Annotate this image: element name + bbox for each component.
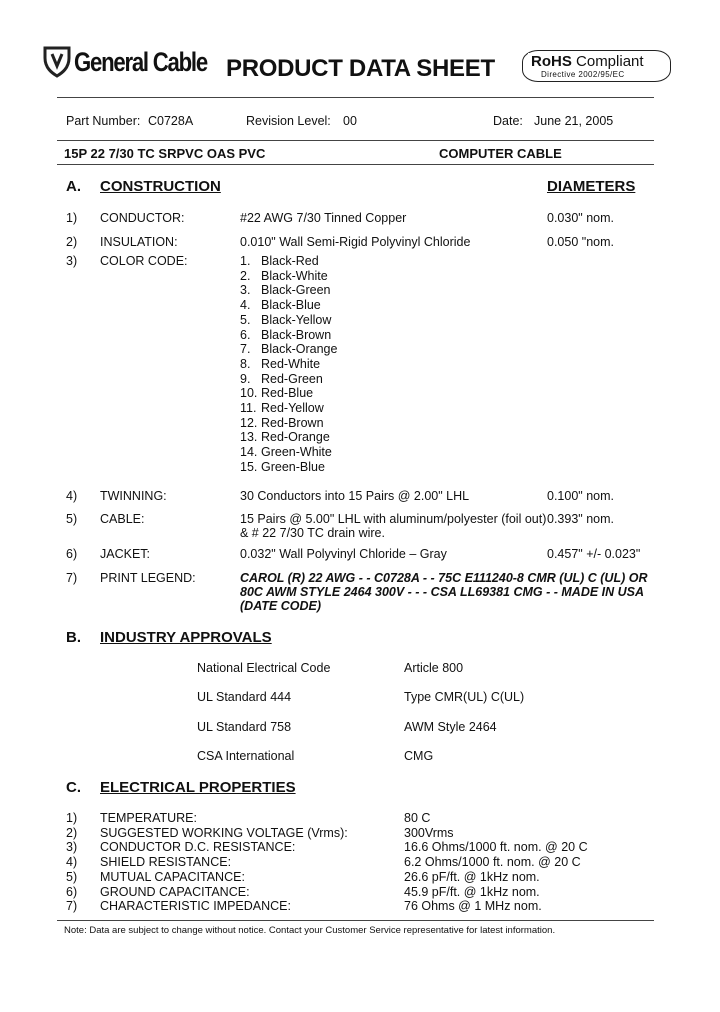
item-value: 0.010" Wall Semi-Rigid Polyvinyl Chloride (240, 235, 471, 249)
color-item: 10. Red-Blue (240, 386, 314, 401)
color-item: 7. Black-Orange (240, 342, 338, 357)
property-number: 7) (66, 899, 78, 913)
revision-label: Revision Level: (246, 114, 331, 128)
section-a-title: CONSTRUCTION (100, 178, 221, 195)
property-label: GROUND CAPACITANCE: (100, 885, 250, 899)
property-label: MUTUAL CAPACITANCE: (100, 870, 245, 884)
property-value: 16.6 Ohms/1000 ft. nom. @ 20 C (404, 840, 588, 854)
item-number: 7) (66, 571, 78, 585)
item-number: 3) (66, 254, 78, 268)
property-value: 80 C (404, 811, 431, 825)
property-number: 1) (66, 811, 78, 825)
approval-agency: National Electrical Code (197, 661, 331, 675)
property-label: SHIELD RESISTANCE: (100, 855, 232, 869)
footer-note: Note: Data are subject to change without notice. Contact your Customer Service representative for latest information. (64, 925, 556, 936)
item-value: 0.032" Wall Polyvinyl Chloride – Gray (240, 547, 447, 561)
item-label: CONDUCTOR: (100, 211, 185, 225)
item-number: 1) (66, 211, 78, 225)
color-item: 4. Black-Blue (240, 298, 321, 313)
property-number: 2) (66, 826, 78, 840)
color-item: 15. Green-Blue (240, 459, 325, 474)
approval-rating: Article 800 (404, 661, 464, 675)
color-item: 14. Green-White (240, 445, 332, 460)
property-label: CHARACTERISTIC IMPEDANCE: (100, 899, 291, 913)
approval-rating: AWM Style 2464 (404, 720, 497, 734)
item-value: #22 AWG 7/30 Tinned Copper (240, 211, 407, 225)
part-number-value: C0728A (148, 114, 194, 128)
color-item: 8. Red-White (240, 356, 321, 371)
item-number: 6) (66, 547, 78, 561)
section-b-title: INDUSTRY APPROVALS (100, 629, 272, 646)
meta-divider (57, 140, 654, 141)
item-value-line2: & # 22 7/30 TC drain wire. (240, 526, 385, 540)
item-value: 30 Conductors into 15 Pairs @ 2.00" LHL (240, 489, 470, 503)
property-number: 6) (66, 885, 78, 899)
item-label: PRINT LEGEND: (100, 571, 196, 585)
section-c-title: ELECTRICAL PROPERTIES (100, 779, 296, 796)
rohs-word: Compliant (576, 53, 644, 70)
revision-value: 00 (343, 114, 357, 128)
property-value: 6.2 Ohms/1000 ft. nom. @ 20 C (404, 855, 581, 869)
color-item: 9. Red-Green (240, 371, 323, 386)
item-label: CABLE: (100, 512, 145, 526)
property-label: TEMPERATURE: (100, 811, 197, 825)
item-diameter: 0.100" nom. (547, 489, 614, 503)
diameters-heading: DIAMETERS (547, 178, 636, 195)
color-item: 13. Red-Orange (240, 430, 330, 445)
print-legend-text: CAROL (R) 22 AWG - - C0728A - - 75C E111240-8 CMR (UL) C (UL) OR 80C AWM STYLE 2464 300V - - - CSA LL69381 CMG - - MADE IN USA (DATE CODE) (240, 571, 648, 613)
rohs-directive: Directive 2002/95/EC (541, 70, 625, 79)
property-value: 76 Ohms @ 1 MHz nom. (404, 899, 542, 913)
section-a-letter: A. (66, 178, 81, 195)
color-item: 3. Black-Green (240, 283, 331, 298)
logo-text: General Cable (74, 47, 207, 77)
approval-agency: UL Standard 758 (197, 720, 292, 734)
color-item: 1. Black-Red (240, 254, 319, 268)
color-item: 5. Black-Yellow (240, 312, 332, 327)
approval-agency: CSA International (197, 749, 295, 763)
item-label: JACKET: (100, 547, 151, 561)
item-value-line1: 15 Pairs @ 5.00" LHL with aluminum/polyester (foil out) (240, 512, 547, 526)
property-value: 300Vrms (404, 826, 454, 840)
item-label: TWINNING: (100, 489, 167, 503)
color-item: 6. Black-Brown (240, 327, 332, 342)
item-number: 2) (66, 235, 78, 249)
item-diameter: 0.030" nom. (547, 211, 614, 225)
color-item: 2. Black-White (240, 268, 328, 283)
product-category: COMPUTER CABLE (439, 146, 562, 161)
logo-shield-icon (42, 44, 72, 78)
item-diameter: 0.050 "nom. (547, 235, 614, 249)
section-b-letter: B. (66, 629, 81, 646)
approval-agency: UL Standard 444 (197, 690, 292, 704)
color-item: 11. Red-Yellow (240, 401, 324, 415)
header-divider (57, 97, 654, 98)
footer-divider (57, 920, 654, 921)
rohs-strong: RoHS (531, 53, 572, 70)
item-number: 4) (66, 489, 78, 503)
item-diameter: 0.393" nom. (547, 512, 614, 526)
part-number-label: Part Number: (66, 114, 141, 128)
item-number: 5) (66, 512, 78, 526)
item-label: INSULATION: (100, 235, 178, 249)
property-label: CONDUCTOR D.C. RESISTANCE: (100, 840, 296, 854)
property-label: SUGGESTED WORKING VOLTAGE (Vrms): (100, 826, 348, 840)
property-number: 3) (66, 840, 78, 854)
approval-rating: Type CMR(UL) C(UL) (404, 690, 525, 704)
color-item: 12. Red-Brown (240, 415, 324, 430)
section-c-letter: C. (66, 779, 81, 796)
approval-rating: CMG (404, 749, 434, 763)
item-label: COLOR CODE: (100, 254, 188, 268)
product-description: 15P 22 7/30 TC SRPVC OAS PVC (64, 146, 266, 161)
item-diameter: 0.457" +/- 0.023" (547, 547, 641, 561)
document-title: PRODUCT DATA SHEET (226, 55, 495, 82)
product-divider (57, 164, 654, 165)
date-label: Date: (493, 114, 523, 128)
date-value: June 21, 2005 (534, 114, 614, 128)
property-number: 5) (66, 870, 78, 884)
property-value: 26.6 pF/ft. @ 1kHz nom. (404, 870, 540, 884)
property-value: 45.9 pF/ft. @ 1kHz nom. (404, 885, 540, 899)
property-number: 4) (66, 855, 78, 869)
